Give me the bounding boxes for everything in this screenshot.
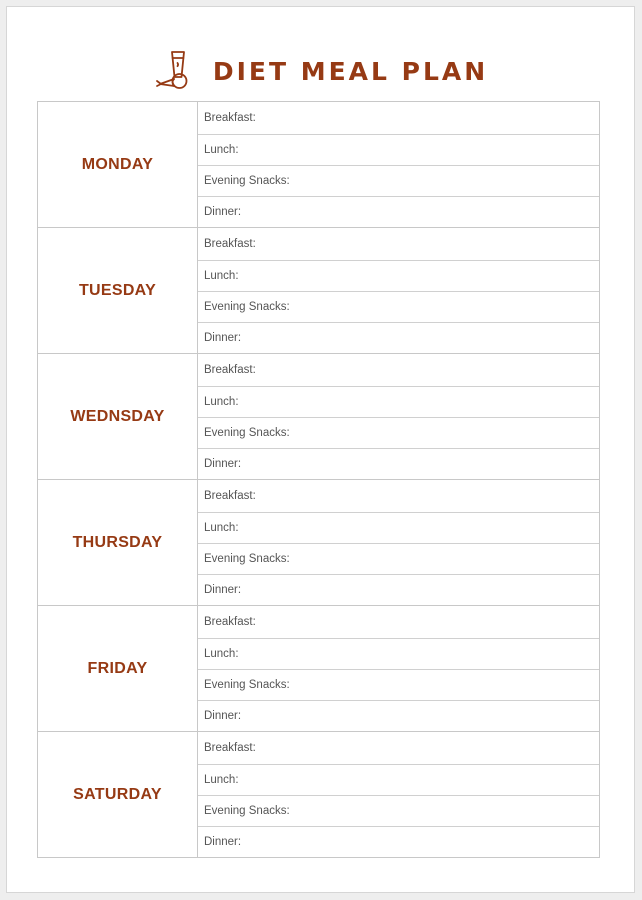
meal-entry-row[interactable]: Lunch: [198, 638, 599, 669]
page-title: DIET MEAL PLAN [212, 56, 489, 86]
meal-entry-row[interactable]: Lunch: [198, 512, 599, 543]
meal-entry-row[interactable]: Lunch: [198, 764, 599, 795]
day-name: WEDNSDAY [38, 354, 198, 479]
meal-entry-row[interactable]: Evening Snacks: [198, 165, 599, 196]
meal-entry-row[interactable]: Dinner: [198, 700, 599, 731]
day-block-wednsday [38, 353, 599, 479]
document-header [7, 43, 634, 99]
meal-entry-row[interactable]: Dinner: [198, 322, 599, 353]
meal-entry-row[interactable]: Dinner: [198, 448, 599, 479]
meal-list [198, 606, 599, 731]
meal-entry-row[interactable]: Evening Snacks: [198, 291, 599, 322]
day-block-friday [38, 605, 599, 731]
meal-list [198, 480, 599, 605]
meal-entry-row[interactable]: Dinner: [198, 574, 599, 605]
meal-entry-row[interactable]: Lunch: [198, 386, 599, 417]
meal-entry-row[interactable]: Breakfast: [204, 490, 256, 502]
meal-entry-row[interactable]: Dinner: [198, 196, 599, 227]
meal-entry-row[interactable]: Breakfast: [204, 364, 256, 376]
meal-entry-row[interactable]: Breakfast: [204, 238, 256, 250]
meal-entry-row[interactable]: Evening Snacks: [198, 669, 599, 700]
meal-entry-row[interactable]: Lunch: [198, 134, 599, 165]
meal-entry-row[interactable]: Evening Snacks: [198, 795, 599, 826]
meal-entry-row[interactable]: Evening Snacks: [198, 417, 599, 448]
juice-glass-carrot-icon [153, 48, 199, 94]
meal-plan-table [37, 101, 600, 858]
meal-list [198, 354, 599, 479]
day-block-thursday [38, 479, 599, 605]
day-name: FRIDAY [38, 606, 198, 731]
meal-list [198, 102, 599, 227]
day-name: SATURDAY [38, 732, 198, 857]
day-block-tuesday [38, 227, 599, 353]
meal-entry-row[interactable]: Breakfast: [204, 112, 256, 124]
meal-entry-row[interactable]: Breakfast: [204, 616, 256, 628]
meal-entry-row[interactable]: Evening Snacks: [198, 543, 599, 574]
document-page [7, 7, 634, 892]
meal-entry-row[interactable]: Dinner: [198, 826, 599, 857]
day-block-saturday [38, 731, 599, 857]
meal-list [198, 228, 599, 353]
day-block-monday [38, 102, 599, 227]
meal-entry-row[interactable]: Lunch: [198, 260, 599, 291]
day-name: MONDAY [38, 102, 198, 227]
day-name: TUESDAY [38, 228, 198, 353]
meal-entry-row[interactable]: Breakfast: [204, 742, 256, 754]
day-name: THURSDAY [38, 480, 198, 605]
meal-list [198, 732, 599, 857]
